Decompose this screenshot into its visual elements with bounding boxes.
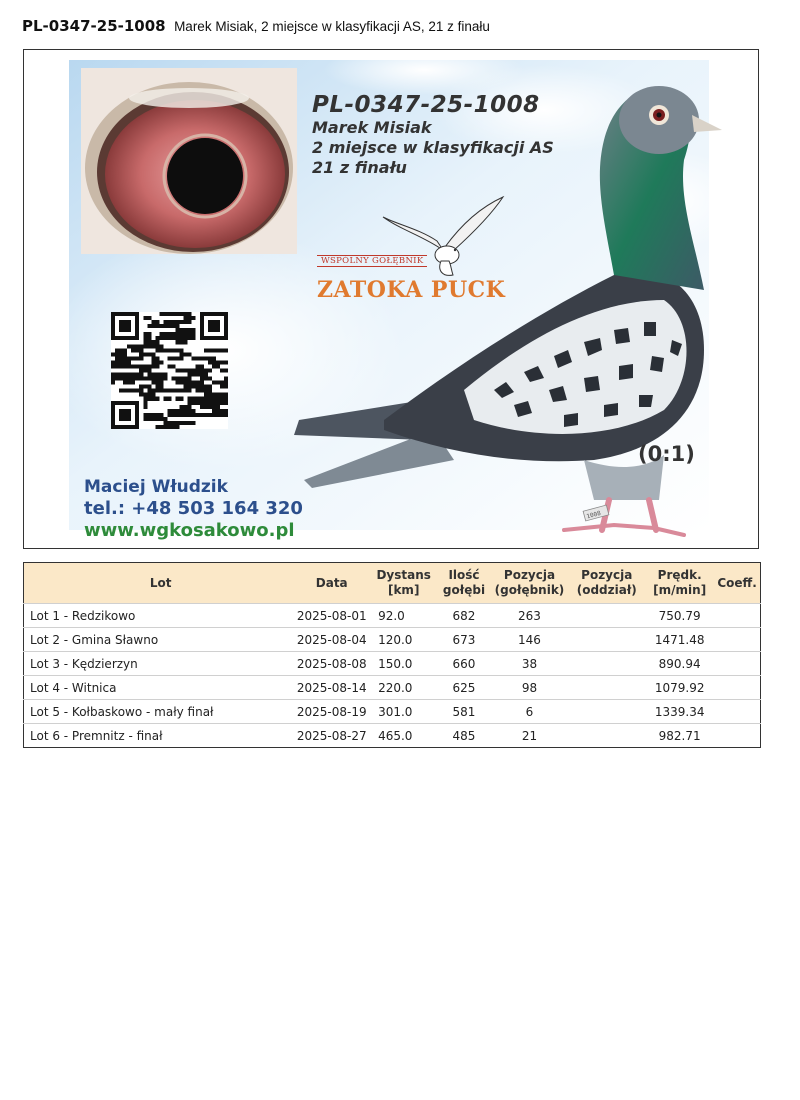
cell-speed: 890.94 — [645, 652, 714, 676]
cell-date: 2025-08-08 — [293, 652, 370, 676]
cell-pigeon-count: 625 — [437, 676, 490, 700]
cell-lot: Lot 1 - Redzikowo — [24, 604, 294, 628]
col-position-loft: Pozycja (gołębnik) — [494, 568, 565, 597]
cell-lot: Lot 3 - Kędzierzyn — [24, 652, 294, 676]
cell-speed: 982.71 — [645, 724, 714, 748]
cell-date: 2025-08-04 — [293, 628, 370, 652]
table-row — [24, 724, 761, 748]
contact-phone: tel.: +48 503 164 320 — [84, 498, 303, 519]
cell-position-branch — [568, 652, 645, 676]
cell-position-loft: 6 — [491, 700, 569, 724]
cell-date: 2025-08-01 — [293, 604, 370, 628]
race-results-table — [23, 562, 761, 748]
cell-distance: 220.0 — [370, 676, 437, 700]
cell-position-loft: 146 — [491, 628, 569, 652]
page-header — [22, 17, 490, 35]
cell-position-branch — [568, 676, 645, 700]
card-owner: Marek Misiak — [312, 118, 432, 137]
header-description: Marek Misiak, 2 miejsce w klasyfikacji AS, 21 z finału — [174, 19, 490, 34]
cell-speed: 750.79 — [645, 604, 714, 628]
col-distance: Dystans [km] — [376, 568, 431, 597]
cell-date: 2025-08-19 — [293, 700, 370, 724]
cell-lot: Lot 4 - Witnica — [24, 676, 294, 700]
cell-coeff — [714, 652, 760, 676]
header-ring-number: PL-0347-25-1008 — [22, 17, 166, 35]
card-classification: 2 miejsce w klasyfikacji AS — [312, 138, 554, 157]
pigeon-card — [23, 49, 759, 549]
cell-pigeon-count: 682 — [437, 604, 490, 628]
cell-distance: 301.0 — [370, 700, 437, 724]
cell-lot: Lot 2 - Gmina Sławno — [24, 628, 294, 652]
leg-ring-text: 1008 — [585, 509, 602, 521]
cell-speed: 1339.34 — [645, 700, 714, 724]
cell-position-loft: 21 — [491, 724, 569, 748]
cell-speed: 1079.92 — [645, 676, 714, 700]
table-row — [24, 604, 761, 628]
table-row — [24, 628, 761, 652]
cell-distance: 120.0 — [370, 628, 437, 652]
col-speed: Prędk. [m/min] — [653, 568, 707, 597]
cell-position-loft: 38 — [491, 652, 569, 676]
cell-distance: 465.0 — [370, 724, 437, 748]
cell-pigeon-count: 485 — [437, 724, 490, 748]
col-lot: Lot — [149, 575, 172, 590]
cell-coeff — [714, 676, 760, 700]
cell-coeff — [714, 628, 760, 652]
cell-coeff — [714, 604, 760, 628]
cell-date: 2025-08-27 — [293, 724, 370, 748]
col-date: Data — [315, 575, 348, 590]
table-header-row — [24, 563, 761, 604]
table-row — [24, 676, 761, 700]
cell-coeff — [714, 700, 760, 724]
cell-lot: Lot 5 - Kołbaskowo - mały finał — [24, 700, 294, 724]
card-ring-number: PL-0347-25-1008 — [312, 92, 540, 118]
cell-pigeon-count: 581 — [437, 700, 490, 724]
family-ratio: (0:1) — [638, 442, 695, 466]
contact-website[interactable]: www.wgkosakowo.pl — [84, 520, 295, 541]
logo-subtitle: WSPÓLNY GOŁĘBNIK — [317, 255, 427, 267]
logo-title: ZATOKA PUCK — [317, 277, 506, 303]
cell-position-loft: 98 — [491, 676, 569, 700]
cell-speed: 1471.48 — [645, 628, 714, 652]
cell-distance: 150.0 — [370, 652, 437, 676]
cell-distance: 92.0 — [370, 604, 437, 628]
cell-position-branch — [568, 700, 645, 724]
card-final-place: 21 z finału — [312, 158, 407, 177]
cell-position-branch — [568, 628, 645, 652]
table-row — [24, 700, 761, 724]
contact-name: Maciej Włudzik — [84, 477, 228, 497]
cell-position-branch — [568, 604, 645, 628]
cell-pigeon-count: 660 — [437, 652, 490, 676]
qr-code — [111, 312, 228, 429]
col-coeff: Coeff. — [717, 575, 757, 590]
cell-coeff — [714, 724, 760, 748]
pigeon-photo — [264, 60, 734, 540]
cell-position-branch — [568, 724, 645, 748]
table-row — [24, 652, 761, 676]
cell-position-loft: 263 — [491, 604, 569, 628]
col-position-branch: Pozycja (oddział) — [576, 568, 637, 597]
cell-date: 2025-08-14 — [293, 676, 370, 700]
cell-lot: Lot 6 - Premnitz - finał — [24, 724, 294, 748]
col-pigeon-count: Ilość gołębi — [442, 568, 486, 597]
contact-block — [84, 477, 303, 542]
cell-pigeon-count: 673 — [437, 628, 490, 652]
